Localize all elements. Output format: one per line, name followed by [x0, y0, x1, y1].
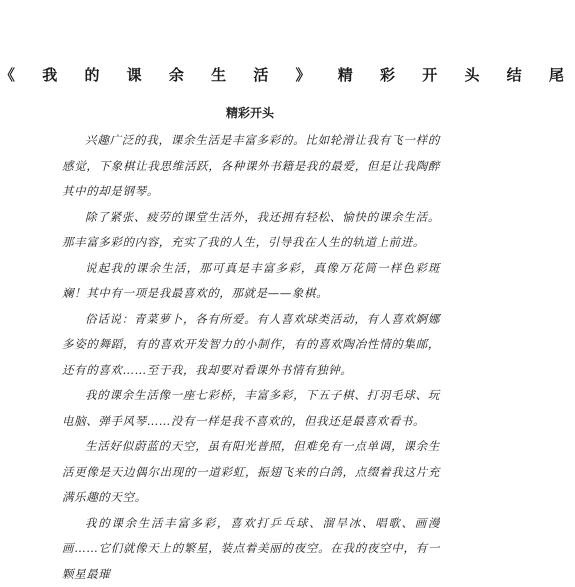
- paragraph: 说起我的课余生活，那可真是丰富多彩，真像万花筒一样色彩斑斓！其中有一项是我最喜欢的，那就是——象棋。: [62, 256, 440, 307]
- paragraph: 生活好似蔚蓝的天空，虽有阳光普照，但难免有一点单调，课余生活更像是天边偶尔出现的一道彩虹，振翅飞来的白鸽，点缀着我这片充满乐趣的天空。: [62, 434, 440, 511]
- paragraph: 俗话说：青菜萝卜，各有所爱。有人喜欢球类活动，有人喜欢婀娜多姿的舞蹈，有的喜欢开发智力的小制作，有的喜欢陶冶性情的集邮，还有的喜欢……至于我，我却要对看课外书情有独钟。: [62, 307, 440, 384]
- paragraph: 兴趣广泛的我，课余生活是丰富多彩的。比如轮滑让我有飞一样的感觉，下象棋让我思维活跃，各种课外书籍是我的最爱，但是让我陶醉其中的却是钢琴。: [62, 128, 440, 205]
- section-heading: 精彩开头: [0, 104, 500, 122]
- paragraph: 我的课余生活丰富多彩，喜欢打乒乓球、溜旱冰、唱歌、画漫画……它们就像天上的繁星，装点着美丽的夜空。在我的夜空中，有一颗星最璀: [62, 511, 440, 587]
- document-body: [62, 128, 440, 587]
- document-title: 《 我 的 课 余 生 活 》 精 彩 开 头 结 尾: [0, 64, 500, 86]
- paragraph: 除了紧张、疲劳的课堂生活外，我还拥有轻松、愉快的课余生活。那丰富多彩的内容，充实了我的人生，引导我在人生的轨道上前进。: [62, 205, 440, 256]
- paragraph: 我的课余生活像一座七彩桥，丰富多彩，下五子棋、打羽毛球、玩电脑、弹手风琴……没有一样是我不喜欢的，但我还是最喜欢看书。: [62, 383, 440, 434]
